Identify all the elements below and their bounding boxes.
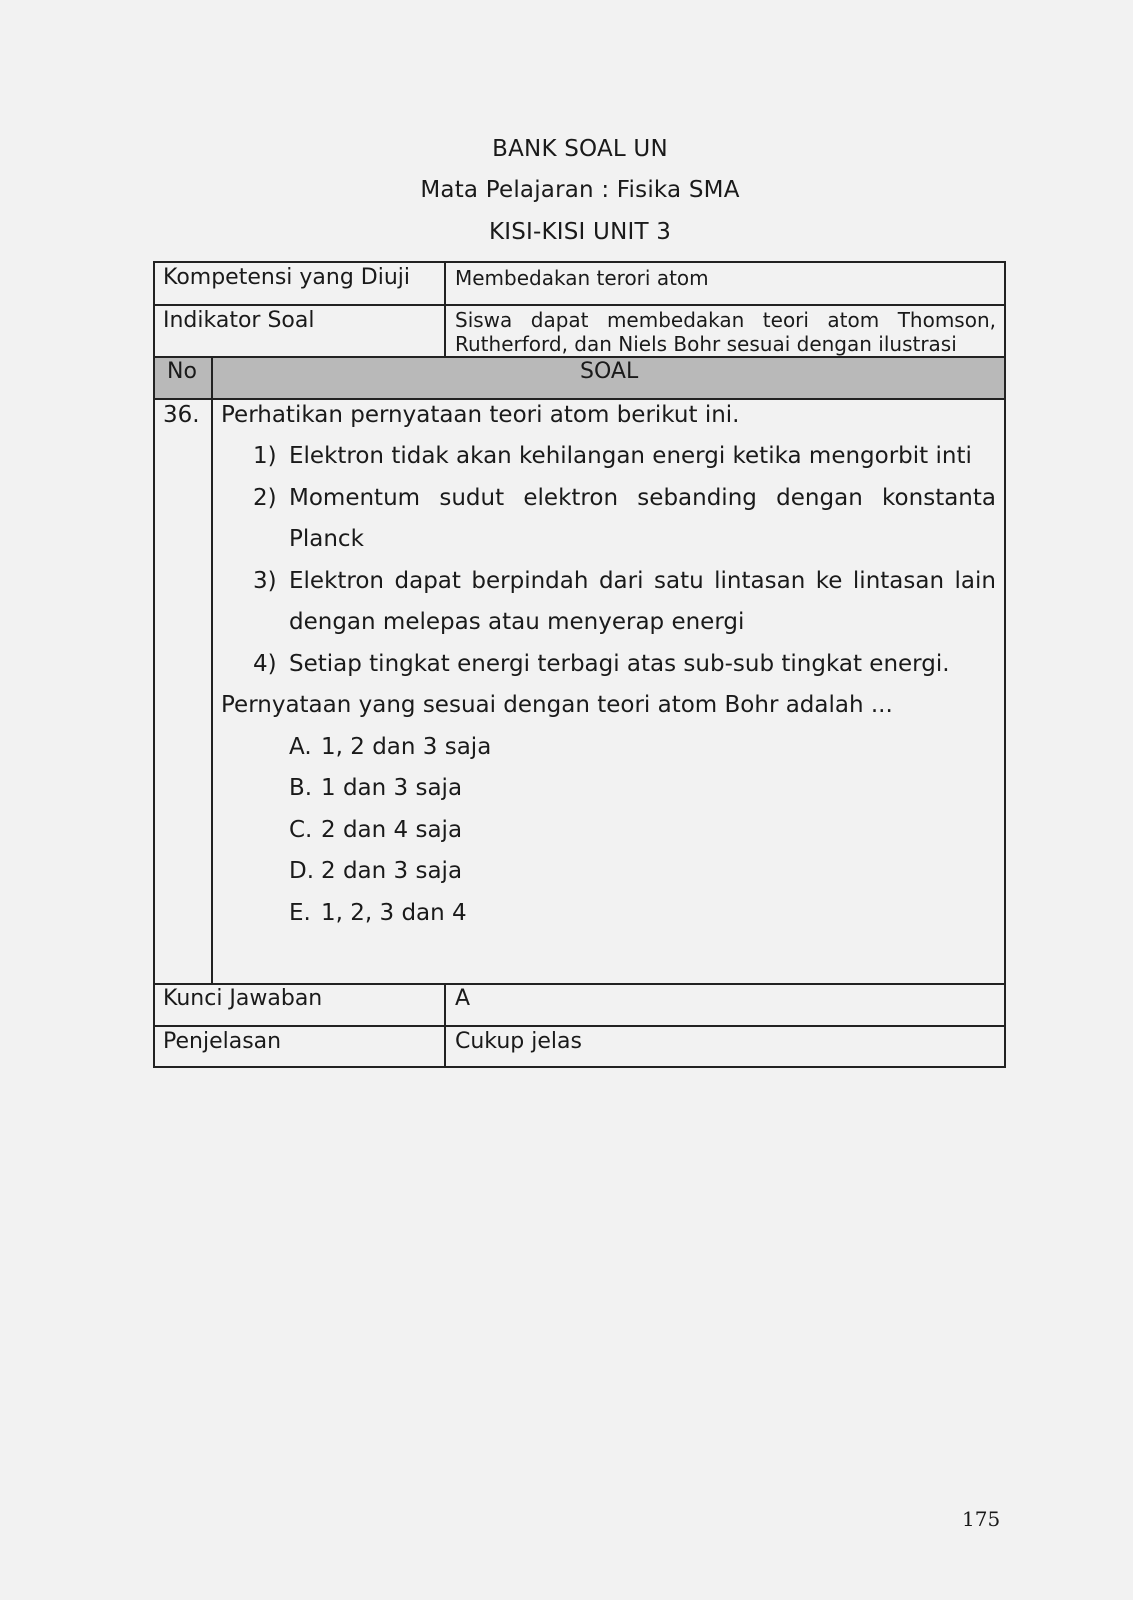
col-divider bbox=[211, 357, 213, 984]
statement-text-cont: dengan melepas atau menyerap energi bbox=[289, 609, 745, 635]
row-divider bbox=[155, 983, 1004, 985]
option-text: 2 dan 3 saja bbox=[321, 858, 463, 884]
row-divider bbox=[155, 398, 1004, 400]
indicator-label: Indikator Soal bbox=[163, 308, 315, 333]
statement-number: 4) bbox=[253, 651, 277, 677]
option-letter: D. bbox=[289, 858, 315, 884]
col-divider bbox=[444, 983, 446, 1066]
no-header: No bbox=[167, 359, 197, 384]
explanation-value: Cukup jelas bbox=[455, 1029, 582, 1054]
doc-subject: Mata Pelajaran : Fisika SMA bbox=[420, 177, 740, 203]
row-divider bbox=[155, 304, 1004, 306]
question-intro: Perhatikan pernyataan teori atom berikut ini. bbox=[221, 402, 740, 428]
question-table bbox=[153, 261, 1006, 1068]
statement-text: Elektron dapat berpindah dari satu lintasan ke lintasan lain bbox=[289, 568, 996, 594]
page-number: 175 bbox=[962, 1507, 1001, 1531]
statement-text-cont: Planck bbox=[289, 526, 364, 552]
option-text: 1, 2, 3 dan 4 bbox=[321, 900, 467, 926]
row-divider bbox=[155, 356, 1004, 358]
statement-number: 3) bbox=[253, 568, 277, 594]
indicator-value-line1: Siswa dapat membedakan teori atom Thomson, bbox=[455, 308, 996, 332]
statement-text: Elektron tidak akan kehilangan energi ketika mengorbit inti bbox=[289, 443, 972, 469]
competency-label: Kompetensi yang Diuji bbox=[163, 265, 411, 290]
option-text: 1 dan 3 saja bbox=[321, 775, 463, 801]
option-letter: A. bbox=[289, 734, 312, 760]
explanation-label: Penjelasan bbox=[163, 1029, 282, 1054]
option-text: 2 dan 4 saja bbox=[321, 817, 463, 843]
option-letter: C. bbox=[289, 817, 313, 843]
question-number: 36. bbox=[163, 402, 200, 428]
answer-label: Kunci Jawaban bbox=[163, 986, 323, 1011]
row-divider bbox=[155, 1025, 1004, 1027]
competency-value: Membedakan terori atom bbox=[455, 266, 709, 290]
statement-number: 2) bbox=[253, 485, 277, 511]
question-prompt: Pernyataan yang sesuai dengan teori atom Bohr adalah ... bbox=[221, 692, 893, 718]
option-letter: E. bbox=[289, 900, 311, 926]
col-divider bbox=[444, 263, 446, 357]
doc-unit: KISI-KISI UNIT 3 bbox=[488, 219, 672, 245]
answer-value: A bbox=[455, 986, 471, 1011]
soal-header: SOAL bbox=[580, 359, 639, 384]
statement-text: Momentum sudut elektron sebanding dengan konstanta bbox=[289, 485, 996, 511]
doc-title: BANK SOAL UN bbox=[492, 136, 668, 162]
statement-number: 1) bbox=[253, 443, 277, 469]
option-letter: B. bbox=[289, 775, 313, 801]
indicator-value-line2: Rutherford, dan Niels Bohr sesuai dengan ilustrasi bbox=[455, 332, 957, 356]
option-text: 1, 2 dan 3 saja bbox=[321, 734, 492, 760]
statement-text: Setiap tingkat energi terbagi atas sub-sub tingkat energi. bbox=[289, 651, 950, 677]
